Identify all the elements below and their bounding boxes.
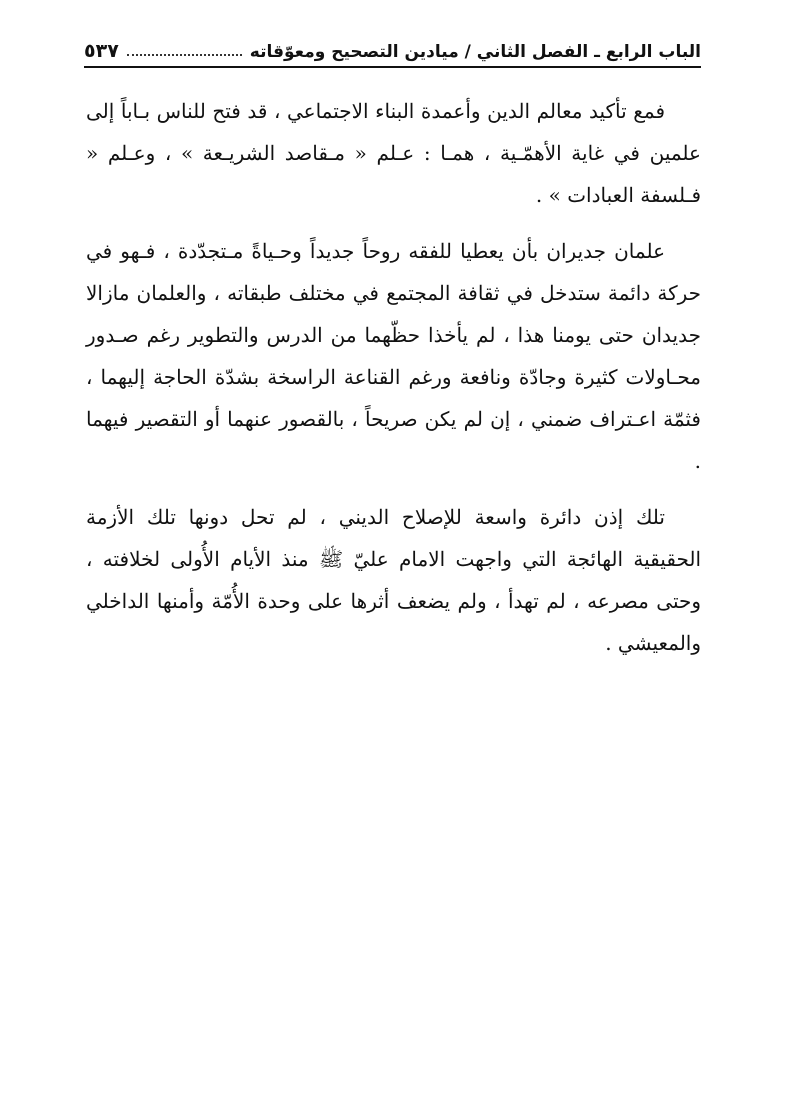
- dot-leader: [127, 53, 242, 56]
- page-header: [84, 28, 701, 68]
- paragraph-1: فمع تأكيد معالم الدين وأعمدة البناء الاجتماعي ، قد فتح للناس بـاباً إلى علمين في غاية الأهمّـية ، همـا : عـلم « مـقاصد الشريـعة » ، وعـلم « فـلسفة العبادات » .: [86, 99, 701, 207]
- page-number: ٥٣٧: [84, 40, 119, 62]
- running-head: الباب الرابع ـ الفصل الثاني / ميادين التصحيح ومعوّقاته: [249, 42, 701, 62]
- body-text: [86, 90, 701, 678]
- paragraph-2: علمان جديران بأن يعطيا للفقه روحاً جديداً وحـياةً مـتجدّدة ، فـهو في حركة دائمة ستدخل في ثقافة المجتمع في مختلف طبقاته ، والعلمان مازالا جديدان حتى يومنا هذا ، لم يأخذا حظّهما من الدرس والتطوير رغم صـدور محـاولات كثيرة وجادّة ونافعة ورغم القناعة الراسخة بشدّة الحاجة إليهما ، فثمّة اعـتراف ضمني ، إن لم يكن صريحاً ، بالقصور عنهما أو التقصير فيهما .: [86, 239, 701, 473]
- paragraph-3: تلك إذن دائرة واسعة للإصلاح الديني ، لم تحل دونها تلك الأزمة الحقيقية الهائجة التي واجهت الامام عليّ ﷺ منذ الأيام الأُولى لخلافته ، وحتى مصرعه ، لم تهدأ ، ولم يضعف أثرها على وحدة الأُمّة وأمنها الداخلي والمعيشي .: [86, 505, 701, 655]
